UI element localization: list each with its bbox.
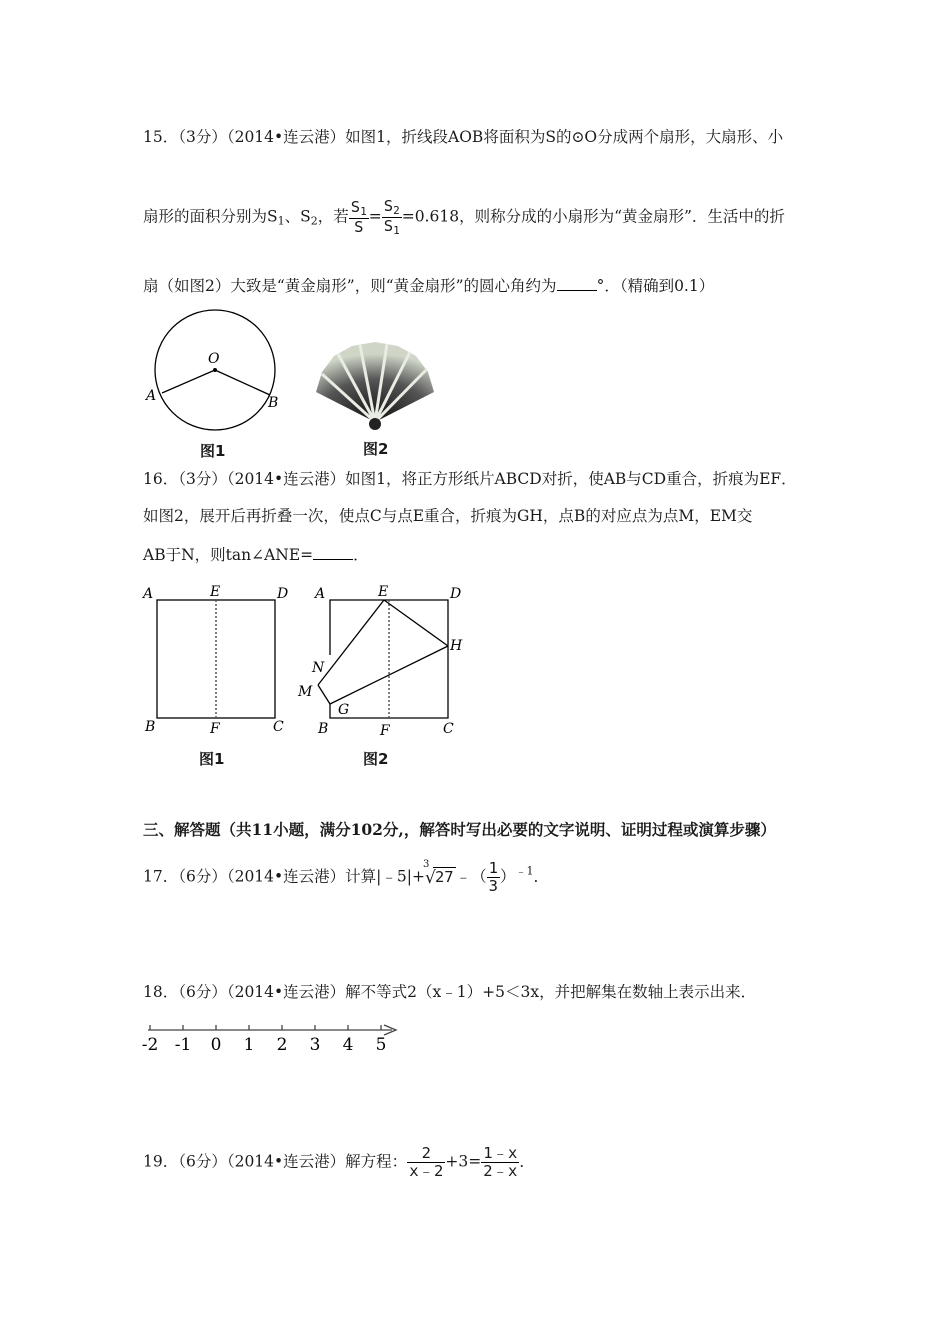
q19-line [143, 1145, 535, 1180]
label-M: M [298, 684, 313, 700]
label-F: F [380, 723, 390, 739]
label-O: O [208, 351, 220, 367]
q15-fig1-caption: 图1 [200, 442, 226, 460]
q19-end: ． [519, 1152, 535, 1171]
q15-line2 [143, 198, 785, 237]
q17-end: ． [533, 867, 550, 886]
number-line-tick-label: 4 [342, 1035, 354, 1055]
q17-exponent: ﹣1 [515, 864, 534, 878]
q15-sub1: 1 [277, 214, 285, 228]
label-D: D [277, 586, 289, 602]
label-G: G [338, 702, 350, 718]
number-line-tick-label: 2 [276, 1035, 288, 1055]
label-C: C [273, 719, 284, 735]
label-E: E [378, 584, 389, 600]
q15-line3-pre: 扇（如图2）大致是“黄金扇形”，则“黄金扇形”的圆心角约为 [143, 277, 557, 295]
q16-line3-pre: AB于N，则tan∠ANE= [143, 546, 314, 564]
q15-line2-if: ，若 [317, 207, 349, 226]
q15-eq: = [368, 207, 382, 226]
q16-line3-post: ． [353, 546, 369, 564]
q17-close: ） [500, 867, 516, 886]
q15-fraction-2: $\frac{S_2}{S_1}$ [383, 197, 400, 238]
q19-mid: +3= [445, 1152, 482, 1171]
q16-line2: 如图2，展开后再折叠一次，使点C与点E重合，折痕为GH，点B的对应点为点M，EM交 [143, 507, 753, 525]
label-C: C [443, 721, 454, 737]
q17-pre: 17．（6分）（2014•连云港）计算|﹣5|+ [143, 867, 425, 886]
number-line-tick-label: 1 [243, 1035, 255, 1055]
q17-minus-paren: ﹣（ [455, 867, 487, 886]
q15-fig2-caption: 图2 [363, 440, 389, 458]
q15-line3 [143, 276, 714, 296]
q19-fraction-1: $\frac{2}{x﹣2}$ [409, 1144, 444, 1181]
number-line-tick-label: 5 [375, 1035, 387, 1055]
q17-cube-root: 3 √ 27 [422, 858, 454, 888]
section3-title: 三、解答题（共11小题，满分102分,，解答时写出必要的文字说明、证明过程或演算步骤） [143, 820, 776, 839]
label-D: D [450, 586, 462, 602]
number-line-tick-label: -2 [141, 1035, 159, 1055]
label-N: N [312, 660, 325, 676]
q18-line: 18．（6分）（2014•连云港）解不等式2（x﹣1）+5＜3x，并把解集在数轴上表示出来． [143, 983, 757, 1001]
label-B: B [268, 395, 279, 411]
q15-sub2: 2 [310, 214, 318, 228]
label-B: B [318, 721, 329, 737]
q15-fraction-1: $\frac{S_1}{S}$ [350, 198, 367, 237]
q19-fraction-2: $\frac{1﹣x}{2﹣x}$ [483, 1144, 518, 1181]
q15-figure2-fan [312, 342, 442, 437]
label-A: A [146, 388, 157, 404]
label-B: B [145, 719, 156, 735]
q15-line3-post: °．（精确到0.1） [596, 277, 715, 295]
q17-line [143, 860, 549, 895]
q17-fraction: $\frac{1}{3}$ [488, 859, 498, 896]
number-line-tick-label: 3 [309, 1035, 321, 1055]
q16-line1: 16．（3分）（2014•连云港）如图1，将正方形纸片ABCD对折，使AB与CD重合，折痕为EF． [143, 470, 797, 488]
q15-line1: 15．（3分）（2014•连云港）如图1，折线段AOB将面积为S的⊙O分成两个扇形，大扇形、小 [143, 128, 784, 146]
q16-answer-blank[interactable] [313, 545, 353, 560]
label-A: A [143, 586, 154, 602]
q16-fig2-caption: 图2 [363, 750, 389, 768]
q16-fig1-caption: 图1 [199, 750, 225, 768]
q16-figure1-square [140, 580, 300, 740]
q16-line3 [143, 545, 369, 565]
q15-figure1-circle [140, 305, 290, 440]
q18-number-line [140, 1018, 410, 1058]
label-H: H [450, 638, 463, 654]
number-line-tick-label: -1 [174, 1035, 192, 1055]
q19-pre: 19．（6分）（2014•连云港）解方程： [143, 1152, 408, 1171]
q15-answer-blank[interactable] [557, 276, 597, 291]
number-line-tick-label: 0 [210, 1035, 222, 1055]
q15-line2-pre: 扇形的面积分别为S [143, 207, 278, 226]
q15-line2-post: =0.618，则称分成的小扇形为“黄金扇形”．生活中的折 [401, 207, 785, 226]
label-E: E [210, 584, 221, 600]
q15-line2-mid: 、S [284, 207, 311, 226]
label-A: A [315, 586, 326, 602]
q16-figure2-folded [300, 580, 475, 740]
label-F: F [210, 721, 220, 737]
